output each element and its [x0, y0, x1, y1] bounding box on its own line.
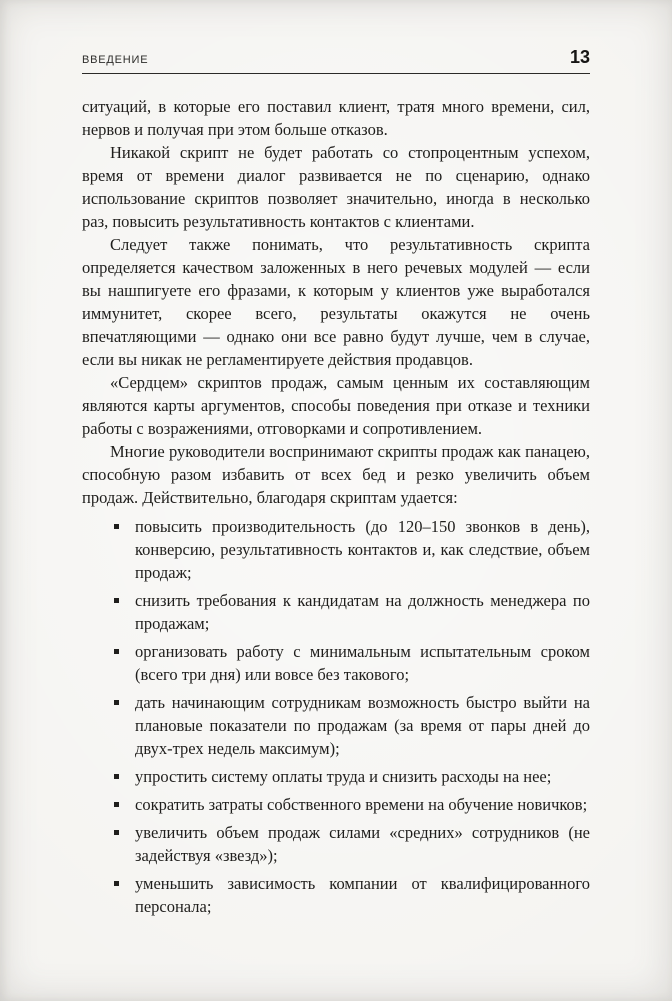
- bullet-text: сократить затраты собственного времени на обучение новичков;: [135, 795, 588, 814]
- paragraph: «Сердцем» скриптов продаж, самым ценным их составляющим являются карты аргументов, способы поведения при отказе и техники работы с возражениями, отговорками и сопротивлением.: [82, 373, 590, 438]
- bullet-text: повысить производительность (до 120–150 звонков в день), конверсию, результативность контактов и, как следствие, объем продаж;: [135, 517, 590, 582]
- bullet-text: уменьшить зависимость компании от квалифицированного персонала;: [135, 874, 590, 916]
- bullet-item: [82, 691, 590, 760]
- bullet-text: увеличить объем продаж силами «средних» сотрудников (не задействуя «звезд»);: [135, 823, 590, 865]
- bullet-text: снизить требования к кандидатам на должность менеджера по продажам;: [135, 591, 590, 633]
- bullet-text: дать начинающим сотрудникам возможность быстро выйти на плановые показатели по продажам (за время от пары дней до двух-трех недель максимум);: [135, 693, 590, 758]
- paragraph: Многие руководители воспринимают скрипты продаж как панацею, способную разом избавить от всех бед и резко увеличить объем продаж. Действительно, благодаря скриптам удается:: [82, 442, 590, 507]
- square-bullet-icon: [114, 821, 135, 844]
- bullet-item: [82, 821, 590, 867]
- square-bullet-icon: [114, 793, 135, 816]
- running-header: [82, 48, 590, 74]
- bullet-list: [82, 515, 590, 918]
- bullet-text: организовать работу с минимальным испытательным сроком (всего три дня) или вовсе без такового;: [135, 642, 590, 684]
- bullet-item: [82, 515, 590, 584]
- bullet-item: [82, 640, 590, 686]
- square-bullet-icon: [114, 765, 135, 788]
- square-bullet-icon: [114, 872, 135, 895]
- square-bullet-icon: [114, 589, 135, 612]
- square-bullet-icon: [114, 515, 135, 538]
- bullet-item: [82, 872, 590, 918]
- paragraph: ситуаций, в которые его поставил клиент, тратя много времени, сил, нервов и получая при этом больше отказов.: [82, 97, 590, 139]
- section-title: ВВЕДЕНИЕ: [82, 54, 149, 66]
- square-bullet-icon: [114, 691, 135, 714]
- bullet-item: [82, 765, 590, 788]
- paragraph: Следует также понимать, что результативность скрипта определяется качеством заложенных в него речевых модулей — если вы нашпигуете его фразами, к которым у клиентов уже выработался иммунитет, скорее всего, результаты окажутся не очень впечатляющими — однако они все равно будут лучше, чем в случае, если вы никак не регламентируете действия продавцов.: [82, 235, 590, 369]
- paragraph: Никакой скрипт не будет работать со стопроцентным успехом, время от времени диалог развивается не по сценарию, однако использование скриптов позволяет значительно, иногда в несколько раз, повысить результативность контактов с клиентами.: [82, 143, 590, 231]
- bullet-text: упростить систему оплаты труда и снизить расходы на нее;: [135, 767, 552, 786]
- page-number: 13: [569, 47, 590, 67]
- bullet-item: [82, 589, 590, 635]
- page-body: [82, 95, 590, 918]
- bullet-item: [82, 793, 590, 816]
- square-bullet-icon: [114, 640, 135, 663]
